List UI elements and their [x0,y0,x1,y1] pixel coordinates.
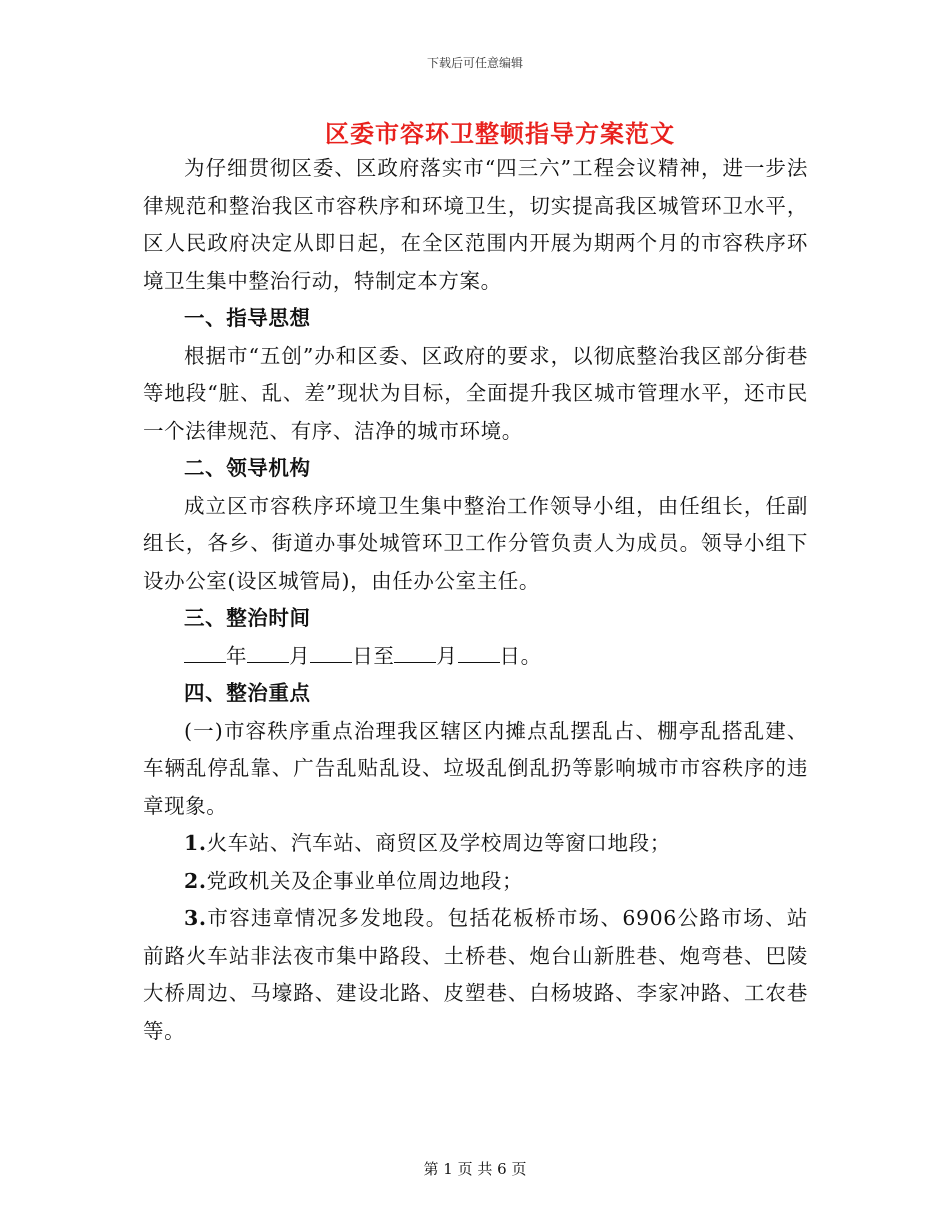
blank-line [247,644,289,663]
section-body-focus: (一)市容秩序重点治理我区辖区内摊点乱摆乱占、棚亭乱搭乱建、车辆乱停乱靠、广告乱贴乱设、垃圾乱倒乱扔等影响城市市容秩序的违章现象。 [143,718,808,818]
document-body [143,150,808,1050]
list-item-text: 火车站、汽车站、商贸区及学校周边等窗口地段； [206,831,671,855]
list-item [143,825,808,863]
list-item [143,863,808,901]
section-heading-guiding-thought: 一、指导思想 [184,306,311,330]
blank-line [184,644,226,663]
date-part-day-end: 日。 [499,643,542,668]
section-heading-leadership: 二、领导机构 [184,456,311,480]
list-item-text: 市容违章情况多发地段。包括花板桥市场、6906公路市场、站前路火车站非法夜市集中路段、土桥巷、炮台山新胜巷、炮弯巷、巴陵大桥周边、马壕路、建设北路、皮塑巷、白杨坡路、李家冲路、工农巷等。 [143,906,808,1043]
list-item-number: 2. [184,868,207,893]
date-part-month-end: 月 [436,643,458,668]
list-item-number: 3. [184,906,207,930]
schedule-date-line [143,638,808,676]
blank-line [458,644,500,663]
page-footer: 第 1 页 共 6 页 [423,1160,527,1178]
list-item [143,900,808,1050]
date-part-month: 月 [289,643,311,668]
section-body-leadership: 成立区市容秩序环境卫生集中整治工作领导小组，由任组长，任副组长，各乡、街道办事处城管环卫工作分管负责人为成员。领导小组下设办公室(设区城管局)，由任办公室主任。 [143,493,808,593]
blank-line [310,644,352,663]
list-item-text: 党政机关及企事业单位周边地段； [206,868,524,893]
section-heading-focus: 四、整治重点 [184,681,311,705]
section-heading-schedule: 三、整治时间 [184,606,311,630]
date-part-year: 年 [226,643,248,668]
list-item-number: 1. [184,831,207,855]
section-body-guiding-thought: 根据市“五创”办和区委、区政府的要求，以彻底整治我区部分街巷等地段“脏、乱、差”现状为目标，全面提升我区城市管理水平，还市民一个法律规范、有序、洁净的城市环境。 [143,343,808,443]
intro-paragraph: 为仔细贯彻区委、区政府落实市“四三六”工程会议精神，进一步法律规范和整治我区市容秩序和环境卫生，切实提高我区城管环卫水平，区人民政府决定从即日起，在全区范围内开展为期两个月的市容秩序环境卫生集中整治行动，特制定本方案。 [143,156,808,293]
blank-line [394,644,436,663]
document-title: 区委市容环卫整顿指导方案范文 [325,119,675,148]
header-note: 下载后可任意编辑 [426,56,523,70]
date-part-day-to: 日至 [352,643,395,668]
